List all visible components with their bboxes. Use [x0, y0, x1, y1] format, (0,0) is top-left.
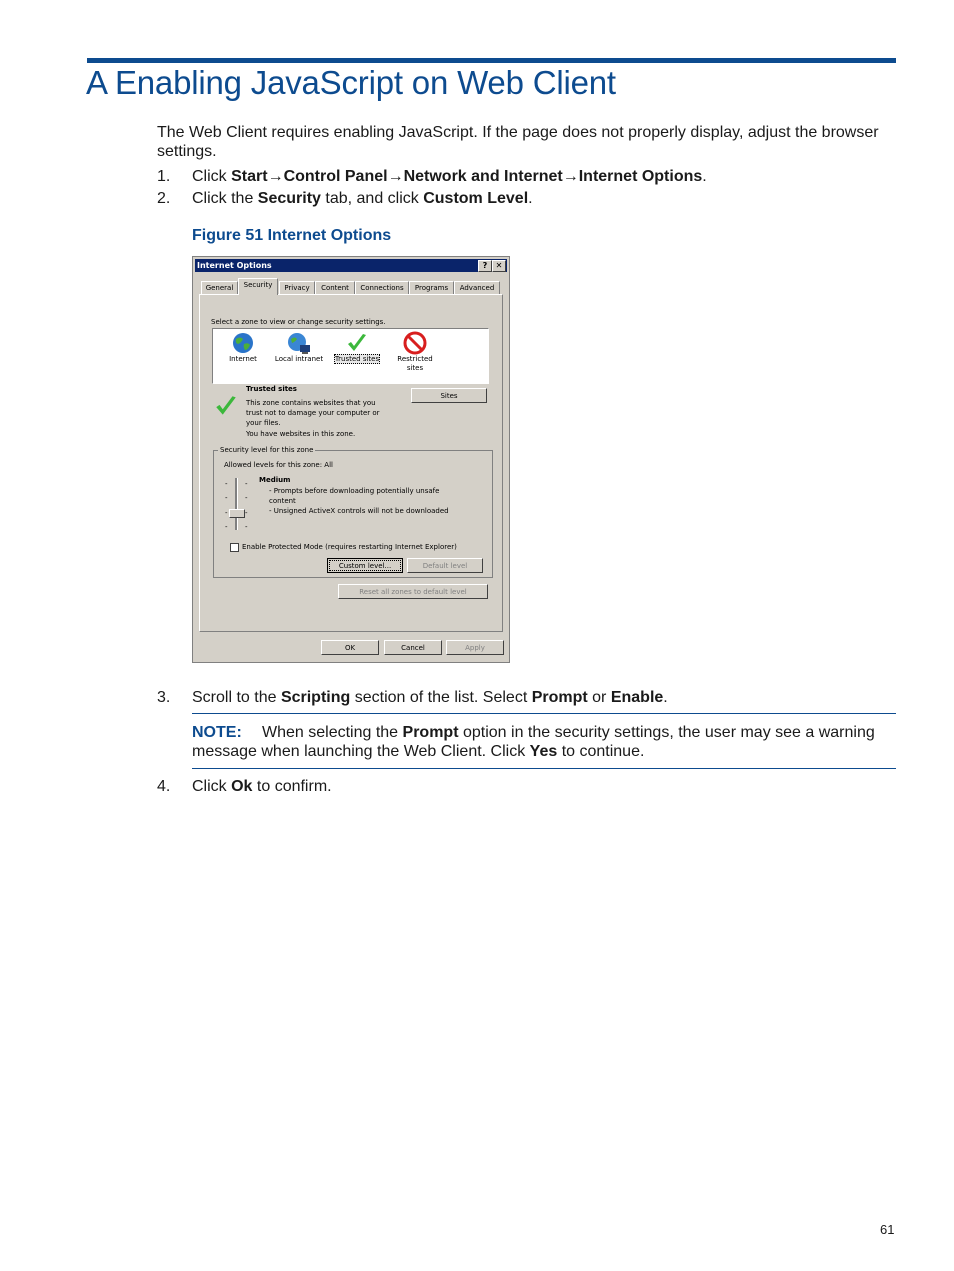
- zone-label: Trusted sites: [334, 355, 380, 363]
- sites-button[interactable]: Sites: [411, 388, 487, 403]
- step-text: Click the: [192, 190, 258, 207]
- step-text-end: .: [663, 689, 668, 706]
- zone-label: Local intranet: [274, 355, 324, 363]
- level-desc-line: - Prompts before downloading potentially unsafe: [269, 487, 440, 495]
- slider-tick: -: [245, 509, 248, 517]
- ok-button[interactable]: OK: [321, 640, 379, 655]
- custom-level-button[interactable]: Custom level...: [327, 558, 403, 573]
- arrow-icon: →: [562, 168, 579, 185]
- zone-list: [212, 328, 489, 384]
- trusted-checkmark-icon: [213, 393, 239, 419]
- slider-tick: -: [225, 480, 228, 488]
- tab-connections[interactable]: Connections: [355, 281, 409, 294]
- step-text: tab, and click: [320, 190, 424, 207]
- note-text: [192, 723, 896, 761]
- zone-prompt: Select a zone to view or change security settings.: [211, 318, 386, 326]
- slider-tick: -: [245, 480, 248, 488]
- page-title: A Enabling JavaScript on Web Client: [86, 64, 616, 101]
- tab-programs[interactable]: Programs: [409, 281, 454, 294]
- step-text: section of the list. Select: [350, 689, 532, 706]
- step-number: 3.: [157, 689, 171, 706]
- reset-all-zones-button[interactable]: Reset all zones to default level: [338, 584, 488, 599]
- level-desc-line: - Unsigned ActiveX controls will not be downloaded: [269, 507, 449, 515]
- ok-ref: Ok: [231, 778, 253, 795]
- intro-paragraph: The Web Client requires enabling JavaScript. If the page does not properly display, adjust the browser settings.: [157, 124, 879, 160]
- zone-desc-line: You have websites in this zone.: [246, 430, 356, 438]
- step-text-end: .: [528, 190, 533, 207]
- note-yes-ref: Yes: [529, 743, 558, 760]
- step-text: or: [587, 689, 611, 706]
- zone-internet[interactable]: [213, 331, 273, 363]
- group-title: Security level for this zone: [220, 446, 314, 454]
- zone-desc-line: This zone contains websites that you: [246, 399, 376, 407]
- slider-tick: -: [225, 509, 228, 517]
- note-body: option in the security settings, the user may see a warning message when launching the Web Client. Click: [192, 724, 875, 760]
- step-1: [157, 167, 707, 186]
- zone-label: Internet: [229, 355, 257, 363]
- security-slider-track[interactable]: [235, 478, 238, 530]
- step-text: Click: [192, 168, 232, 185]
- tab-general[interactable]: General: [201, 281, 238, 294]
- step-number: 4.: [157, 778, 171, 795]
- allowed-levels: Allowed levels for this zone: All: [224, 461, 333, 469]
- prompt-ref: Prompt: [531, 689, 588, 706]
- scripting-ref: Scripting: [280, 689, 351, 706]
- slider-tick: -: [225, 523, 228, 531]
- figure-caption: Figure 51 Internet Options: [192, 227, 392, 244]
- globe-icon: [231, 331, 255, 355]
- slider-tick: -: [245, 523, 248, 531]
- step-3: [157, 688, 668, 707]
- page-number: 61: [880, 1222, 895, 1237]
- menu-start: Start: [231, 168, 268, 185]
- menu-network-internet: Network and Internet: [403, 168, 563, 185]
- step-text-end: to confirm.: [252, 778, 332, 795]
- security-tab-ref: Security: [257, 190, 321, 207]
- slider-tick: -: [245, 494, 248, 502]
- checkmark-icon: [345, 331, 369, 355]
- step-4: [157, 777, 332, 796]
- zone-restricted-sites[interactable]: [385, 331, 445, 373]
- step-text: Scroll to the: [192, 689, 281, 706]
- zone-heading: Trusted sites: [246, 385, 297, 393]
- tab-privacy[interactable]: Privacy: [279, 281, 315, 294]
- level-name: Medium: [259, 476, 291, 484]
- note-prompt-ref: Prompt: [402, 724, 459, 741]
- protected-mode-label: Enable Protected Mode (requires restarting Internet Explorer): [242, 543, 457, 551]
- tab-security[interactable]: Security: [238, 278, 278, 295]
- dialog-title: Internet Options: [197, 261, 272, 270]
- zone-desc-line: trust not to damage your computer or: [246, 409, 380, 417]
- menu-internet-options: Internet Options: [578, 168, 703, 185]
- apply-button[interactable]: Apply: [446, 640, 504, 655]
- internet-options-dialog: [192, 256, 510, 663]
- help-button[interactable]: ?: [478, 260, 492, 272]
- arrow-icon: →: [387, 168, 404, 185]
- default-level-button[interactable]: Default level: [407, 558, 483, 573]
- intranet-icon: [286, 331, 312, 355]
- step-number: 2.: [157, 190, 171, 207]
- zone-label: Restricted sites: [397, 355, 433, 372]
- dialog-titlebar: [195, 259, 507, 272]
- enable-ref: Enable: [610, 689, 664, 706]
- step-text: Click: [192, 778, 232, 795]
- cancel-button[interactable]: Cancel: [384, 640, 442, 655]
- level-desc-line: content: [269, 497, 296, 505]
- custom-level-ref: Custom Level: [423, 190, 529, 207]
- step-number: 1.: [157, 168, 171, 185]
- step-2: [157, 189, 533, 208]
- note-label: NOTE:: [192, 724, 242, 741]
- slider-thumb[interactable]: [229, 509, 245, 518]
- zone-local-intranet[interactable]: [269, 331, 329, 363]
- note-body-end: to continue.: [557, 743, 645, 760]
- close-button[interactable]: ✕: [492, 260, 506, 272]
- arrow-icon: →: [267, 168, 284, 185]
- tab-advanced[interactable]: Advanced: [454, 281, 500, 294]
- note-box: [192, 713, 896, 769]
- restricted-icon: [403, 331, 427, 355]
- zone-trusted-sites[interactable]: [327, 331, 387, 363]
- menu-control-panel: Control Panel: [283, 168, 388, 185]
- heading-rule: [87, 58, 896, 63]
- step-text-end: .: [702, 168, 707, 185]
- note-body: When selecting the: [262, 724, 403, 741]
- protected-mode-checkbox[interactable]: [230, 543, 239, 552]
- slider-tick: -: [225, 494, 228, 502]
- zone-desc-line: your files.: [246, 419, 281, 427]
- tab-content[interactable]: Content: [315, 281, 355, 294]
